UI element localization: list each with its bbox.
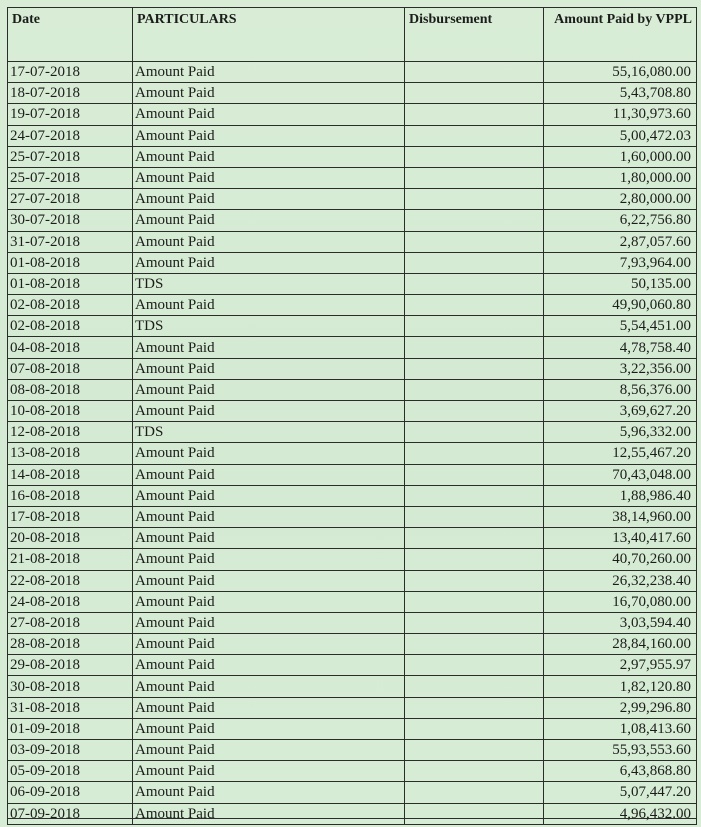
row-date: 07-08-2018	[8, 358, 133, 379]
table-row	[8, 528, 697, 549]
row-date: 16-08-2018	[8, 485, 133, 506]
table-row	[8, 104, 697, 125]
row-disbursement	[405, 591, 544, 612]
row-date: 28-08-2018	[8, 634, 133, 655]
row-amount: 50,135.00	[544, 273, 697, 294]
row-amount: 5,43,708.80	[544, 83, 697, 104]
row-amount: 1,82,120.80	[544, 676, 697, 697]
row-date: 18-07-2018	[8, 83, 133, 104]
row-date: 25-07-2018	[8, 146, 133, 167]
row-amount: 12,55,467.20	[544, 443, 697, 464]
row-amount: 55,16,080.00	[544, 62, 697, 83]
row-disbursement	[405, 210, 544, 231]
row-particulars: TDS	[133, 316, 405, 337]
row-amount: 1,88,986.40	[544, 485, 697, 506]
row-particulars: Amount Paid	[133, 401, 405, 422]
row-particulars: Amount Paid	[133, 379, 405, 400]
row-disbursement	[405, 379, 544, 400]
table-row	[8, 401, 697, 422]
table-row	[8, 718, 697, 739]
row-particulars: Amount Paid	[133, 612, 405, 633]
row-amount: 49,90,060.80	[544, 295, 697, 316]
row-particulars: Amount Paid	[133, 718, 405, 739]
row-date: 31-08-2018	[8, 697, 133, 718]
header-particulars: PARTICULARS	[133, 8, 405, 62]
table-row	[8, 464, 697, 485]
row-disbursement	[405, 570, 544, 591]
row-date: 07-09-2018	[8, 803, 133, 824]
table-row	[8, 485, 697, 506]
row-date: 27-07-2018	[8, 189, 133, 210]
row-amount: 2,87,057.60	[544, 231, 697, 252]
row-disbursement	[405, 528, 544, 549]
payments-table	[7, 7, 697, 825]
row-date: 02-08-2018	[8, 316, 133, 337]
row-particulars: Amount Paid	[133, 528, 405, 549]
table-row	[8, 443, 697, 464]
row-particulars: Amount Paid	[133, 231, 405, 252]
row-disbursement	[405, 252, 544, 273]
row-date: 30-08-2018	[8, 676, 133, 697]
row-amount: 3,03,594.40	[544, 612, 697, 633]
row-amount: 3,22,356.00	[544, 358, 697, 379]
table-row	[8, 83, 697, 104]
table-row	[8, 125, 697, 146]
row-disbursement	[405, 358, 544, 379]
table-row	[8, 146, 697, 167]
row-date: 17-07-2018	[8, 62, 133, 83]
row-disbursement	[405, 697, 544, 718]
table-row	[8, 316, 697, 337]
row-particulars: Amount Paid	[133, 83, 405, 104]
row-amount: 26,32,238.40	[544, 570, 697, 591]
table-row	[8, 337, 697, 358]
row-particulars: Amount Paid	[133, 252, 405, 273]
row-amount: 6,43,868.80	[544, 761, 697, 782]
table-row	[8, 697, 697, 718]
row-disbursement	[405, 104, 544, 125]
table-row	[8, 591, 697, 612]
row-particulars: Amount Paid	[133, 337, 405, 358]
table-row	[8, 231, 697, 252]
row-amount: 13,40,417.60	[544, 528, 697, 549]
table-row	[8, 189, 697, 210]
row-particulars: Amount Paid	[133, 210, 405, 231]
row-amount: 8,56,376.00	[544, 379, 697, 400]
row-disbursement	[405, 782, 544, 803]
row-disbursement	[405, 612, 544, 633]
table-row	[8, 379, 697, 400]
row-amount: 2,97,955.97	[544, 655, 697, 676]
row-disbursement	[405, 231, 544, 252]
row-particulars: Amount Paid	[133, 485, 405, 506]
header-row	[8, 8, 697, 62]
row-date: 13-08-2018	[8, 443, 133, 464]
row-disbursement	[405, 761, 544, 782]
row-date: 10-08-2018	[8, 401, 133, 422]
row-disbursement	[405, 316, 544, 337]
table-row	[8, 273, 697, 294]
table-row	[8, 676, 697, 697]
row-disbursement	[405, 62, 544, 83]
row-date: 03-09-2018	[8, 740, 133, 761]
row-date: 21-08-2018	[8, 549, 133, 570]
row-date: 04-08-2018	[8, 337, 133, 358]
row-particulars: Amount Paid	[133, 591, 405, 612]
row-disbursement	[405, 718, 544, 739]
row-particulars: TDS	[133, 422, 405, 443]
row-particulars: Amount Paid	[133, 125, 405, 146]
row-date: 14-08-2018	[8, 464, 133, 485]
row-particulars: Amount Paid	[133, 506, 405, 527]
row-amount: 11,30,973.60	[544, 104, 697, 125]
table-row	[8, 506, 697, 527]
row-disbursement	[405, 422, 544, 443]
row-disbursement	[405, 146, 544, 167]
row-disbursement	[405, 464, 544, 485]
row-particulars: Amount Paid	[133, 697, 405, 718]
row-amount: 1,08,413.60	[544, 718, 697, 739]
row-date: 19-07-2018	[8, 104, 133, 125]
row-disbursement	[405, 125, 544, 146]
row-disbursement	[405, 83, 544, 104]
row-disbursement	[405, 295, 544, 316]
row-particulars: Amount Paid	[133, 782, 405, 803]
header-disbursement: Disbursement	[405, 8, 544, 62]
row-date: 02-08-2018	[8, 295, 133, 316]
table-row	[8, 782, 697, 803]
row-date: 22-08-2018	[8, 570, 133, 591]
row-amount: 5,07,447.20	[544, 782, 697, 803]
row-amount: 16,70,080.00	[544, 591, 697, 612]
row-amount: 1,60,000.00	[544, 146, 697, 167]
row-particulars: Amount Paid	[133, 655, 405, 676]
row-disbursement	[405, 167, 544, 188]
row-date: 31-07-2018	[8, 231, 133, 252]
table-row	[8, 655, 697, 676]
row-amount: 1,80,000.00	[544, 167, 697, 188]
row-amount: 6,22,756.80	[544, 210, 697, 231]
row-amount: 28,84,160.00	[544, 634, 697, 655]
row-date: 06-09-2018	[8, 782, 133, 803]
row-particulars: Amount Paid	[133, 634, 405, 655]
row-date: 05-09-2018	[8, 761, 133, 782]
row-date: 29-08-2018	[8, 655, 133, 676]
table-row	[8, 210, 697, 231]
row-amount: 40,70,260.00	[544, 549, 697, 570]
table-row	[8, 422, 697, 443]
table-row	[8, 358, 697, 379]
row-amount: 2,80,000.00	[544, 189, 697, 210]
row-date: 01-08-2018	[8, 273, 133, 294]
row-particulars: Amount Paid	[133, 62, 405, 83]
row-amount: 2,99,296.80	[544, 697, 697, 718]
table-row	[8, 570, 697, 591]
row-particulars: Amount Paid	[133, 358, 405, 379]
table-row	[8, 549, 697, 570]
row-date: 30-07-2018	[8, 210, 133, 231]
row-date: 01-08-2018	[8, 252, 133, 273]
row-disbursement	[405, 740, 544, 761]
table-row	[8, 252, 697, 273]
row-particulars: Amount Paid	[133, 549, 405, 570]
row-particulars: Amount Paid	[133, 570, 405, 591]
row-date: 01-09-2018	[8, 718, 133, 739]
row-disbursement	[405, 189, 544, 210]
row-date: 24-07-2018	[8, 125, 133, 146]
row-disbursement	[405, 443, 544, 464]
row-particulars: Amount Paid	[133, 146, 405, 167]
row-disbursement	[405, 655, 544, 676]
row-particulars: Amount Paid	[133, 676, 405, 697]
row-amount: 5,00,472.03	[544, 125, 697, 146]
row-date: 12-08-2018	[8, 422, 133, 443]
row-particulars: TDS	[133, 273, 405, 294]
table-header	[8, 8, 697, 62]
row-particulars: Amount Paid	[133, 104, 405, 125]
row-amount: 4,96,432.00	[544, 803, 697, 824]
row-amount: 5,96,332.00	[544, 422, 697, 443]
table-row	[8, 167, 697, 188]
table-row	[8, 62, 697, 83]
table-row	[8, 740, 697, 761]
header-amount-paid: Amount Paid by VPPL	[544, 8, 697, 62]
row-amount: 7,93,964.00	[544, 252, 697, 273]
row-date: 27-08-2018	[8, 612, 133, 633]
row-date: 17-08-2018	[8, 506, 133, 527]
row-disbursement	[405, 676, 544, 697]
row-disbursement	[405, 485, 544, 506]
row-disbursement	[405, 273, 544, 294]
row-disbursement	[405, 337, 544, 358]
row-date: 20-08-2018	[8, 528, 133, 549]
row-amount: 3,69,627.20	[544, 401, 697, 422]
row-particulars: Amount Paid	[133, 761, 405, 782]
row-particulars: Amount Paid	[133, 189, 405, 210]
row-amount: 5,54,451.00	[544, 316, 697, 337]
table-body	[8, 62, 697, 825]
table-row	[8, 761, 697, 782]
table-row	[8, 612, 697, 633]
row-amount: 38,14,960.00	[544, 506, 697, 527]
row-particulars: Amount Paid	[133, 443, 405, 464]
row-amount: 4,78,758.40	[544, 337, 697, 358]
table-row	[8, 295, 697, 316]
row-disbursement	[405, 634, 544, 655]
row-particulars: Amount Paid	[133, 740, 405, 761]
row-date: 25-07-2018	[8, 167, 133, 188]
row-disbursement	[405, 401, 544, 422]
row-date: 08-08-2018	[8, 379, 133, 400]
row-amount: 70,43,048.00	[544, 464, 697, 485]
row-amount: 55,93,553.60	[544, 740, 697, 761]
row-disbursement	[405, 549, 544, 570]
row-particulars: Amount Paid	[133, 803, 405, 824]
header-date: Date	[8, 8, 133, 62]
table-row	[8, 634, 697, 655]
row-disbursement	[405, 506, 544, 527]
row-particulars: Amount Paid	[133, 167, 405, 188]
row-date: 24-08-2018	[8, 591, 133, 612]
row-particulars: Amount Paid	[133, 464, 405, 485]
row-particulars: Amount Paid	[133, 295, 405, 316]
